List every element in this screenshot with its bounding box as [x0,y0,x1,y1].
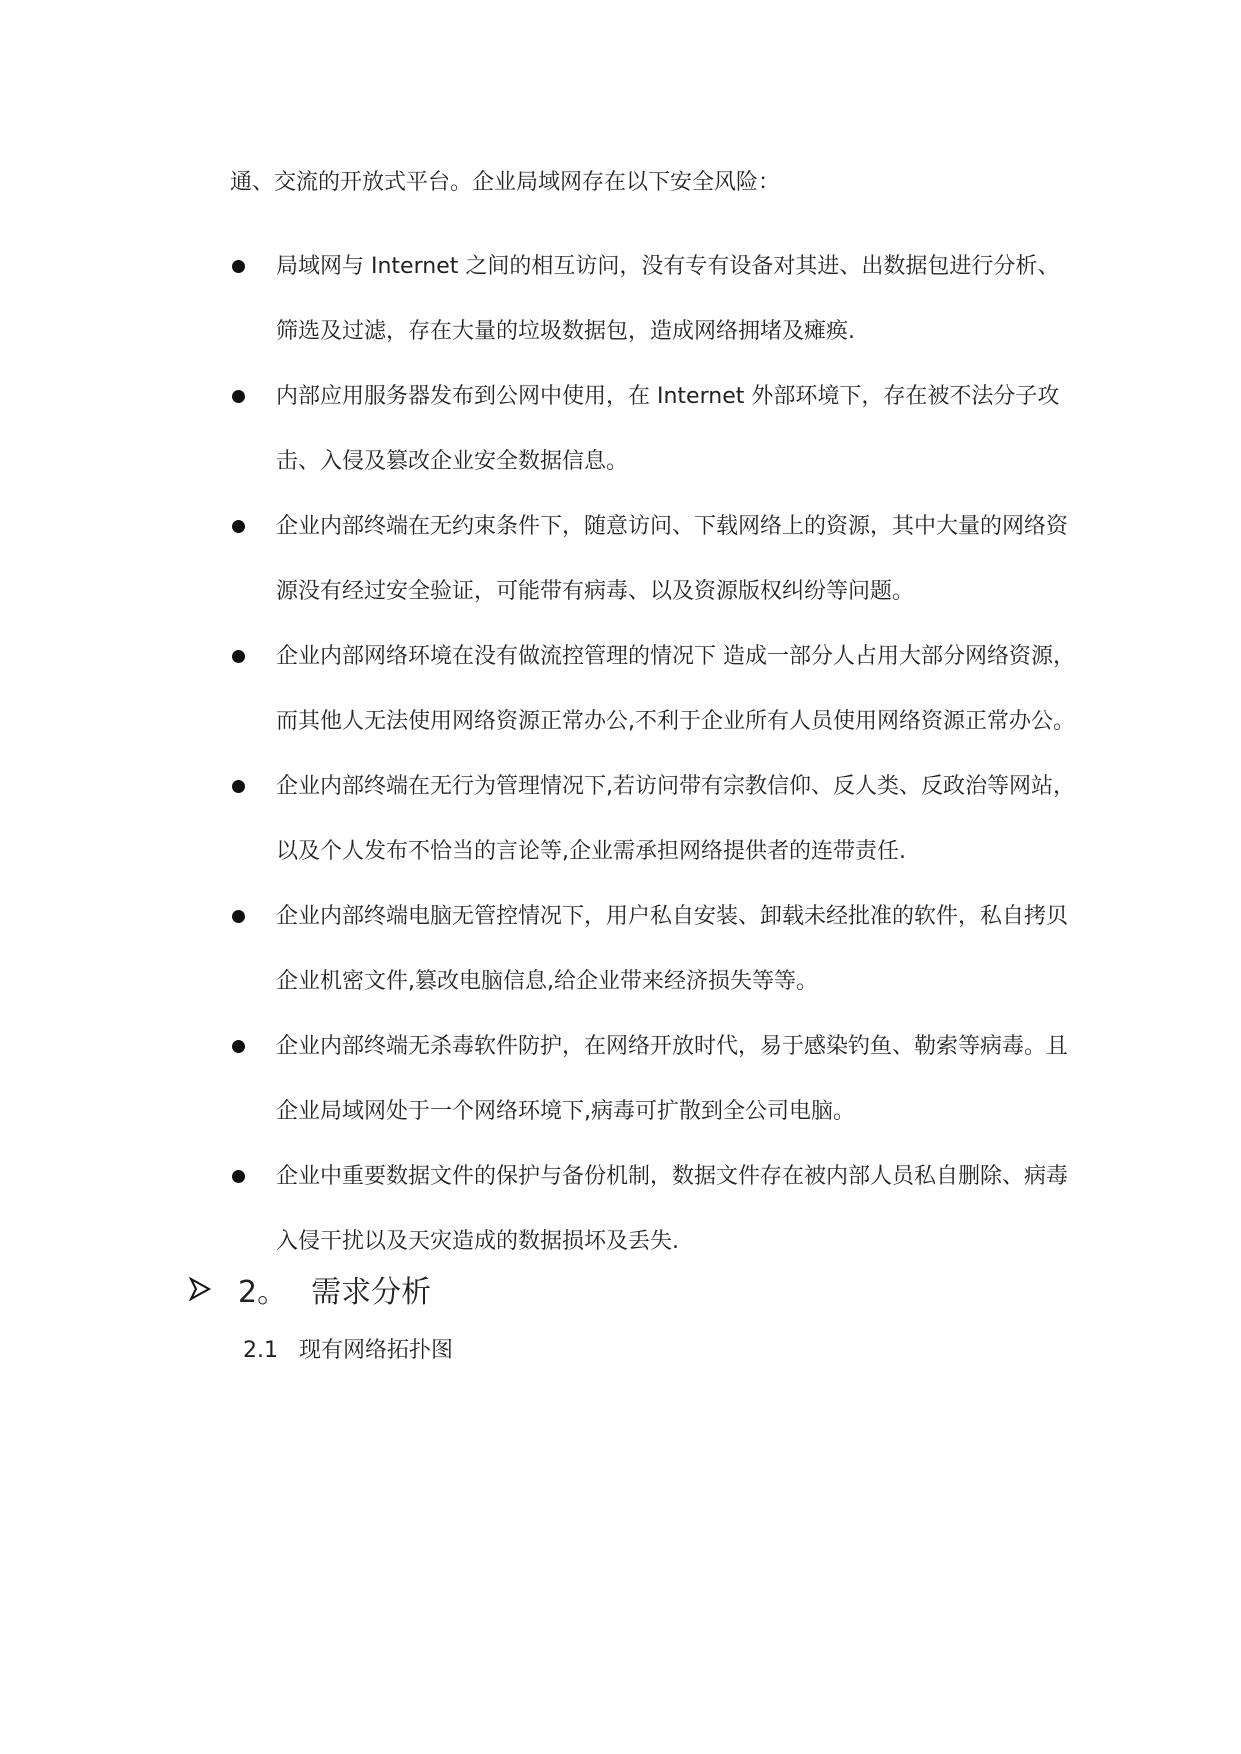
list-item-line: 企业内部终端无杀毒软件防护，在网络开放时代，易于感染钓鱼、勒索等病毒。且 [276,1034,1069,1059]
risk-bullet-list [230,234,1090,1274]
list-item-line: 而其他人无法使用网络资源正常办公,不利于企业所有人员使用网络资源正常办公。 [276,709,1075,734]
list-item-line: 筛选及过滤，存在大量的垃圾数据包，造成网络拥堵及瘫痪. [276,319,855,344]
list-item-line: 入侵干扰以及天灾造成的数据损坏及丢失. [276,1229,679,1254]
list-item [230,624,1090,754]
bullet-dot-icon [232,1040,245,1053]
list-item-line: 企业内部终端电脑无管控情况下，用户私自安装、卸载未经批准的软件，私自拷贝 [276,904,1069,929]
list-item [230,754,1090,884]
list-item-line: 以及个人发布不恰当的言论等,企业需承担网络提供者的连带责任. [276,839,906,864]
section-heading [188,1268,431,1310]
list-item [230,364,1090,494]
bullet-dot-icon [232,780,245,793]
bullet-dot-icon [232,1170,245,1183]
bullet-dot-icon [232,650,245,663]
section-number: 2。 [238,1275,288,1310]
intro-paragraph: 通、交流的开放式平台。企业局域网存在以下安全风险： [230,170,781,195]
list-item-line: 局域网与 Internet 之间的相互访问，没有专有设备对其进、出数据包进行分析、 [276,254,1060,279]
list-item-line: 内部应用服务器发布到公网中使用，在 Internet 外部环境下，存在被不法分子攻 [276,384,1060,409]
list-item [230,494,1090,624]
section-title: 需求分析 [311,1275,432,1310]
list-item-line: 企业机密文件,篡改电脑信息,给企业带来经济损失等等。 [276,969,818,994]
list-item-line: 企业局域网处于一个网络环境下,病毒可扩散到全公司电脑。 [276,1099,855,1124]
list-item-line: 击、入侵及篡改企业安全数据信息。 [276,449,629,474]
arrow-bullet-icon [188,1277,212,1301]
subsection-heading [243,1336,453,1366]
bullet-dot-icon [232,260,245,273]
list-item-line: 企业中重要数据文件的保护与备份机制，数据文件存在被内部人员私自删除、病毒 [276,1164,1069,1189]
list-item-line: 企业内部网络环境在没有做流控管理的情况下 造成一部分人占用大部分网络资源， [276,644,1075,669]
list-item [230,884,1090,1014]
list-item [230,1014,1090,1144]
list-item [230,234,1090,364]
bullet-dot-icon [232,520,245,533]
bullet-dot-icon [232,910,245,923]
bullet-dot-icon [232,390,245,403]
subsection-title: 现有网络拓扑图 [299,1338,454,1363]
list-item-line: 源没有经过安全验证，可能带有病毒、以及资源版权纠纷等问题。 [276,579,915,604]
list-item [230,1144,1090,1274]
subsection-number: 2.1 [243,1338,278,1363]
list-item-line: 企业内部终端在无行为管理情况下,若访问带有宗教信仰、反人类、反政治等网站， [276,774,1075,799]
list-item-line: 企业内部终端在无约束条件下，随意访问、下载网络上的资源，其中大量的网络资 [276,514,1069,539]
